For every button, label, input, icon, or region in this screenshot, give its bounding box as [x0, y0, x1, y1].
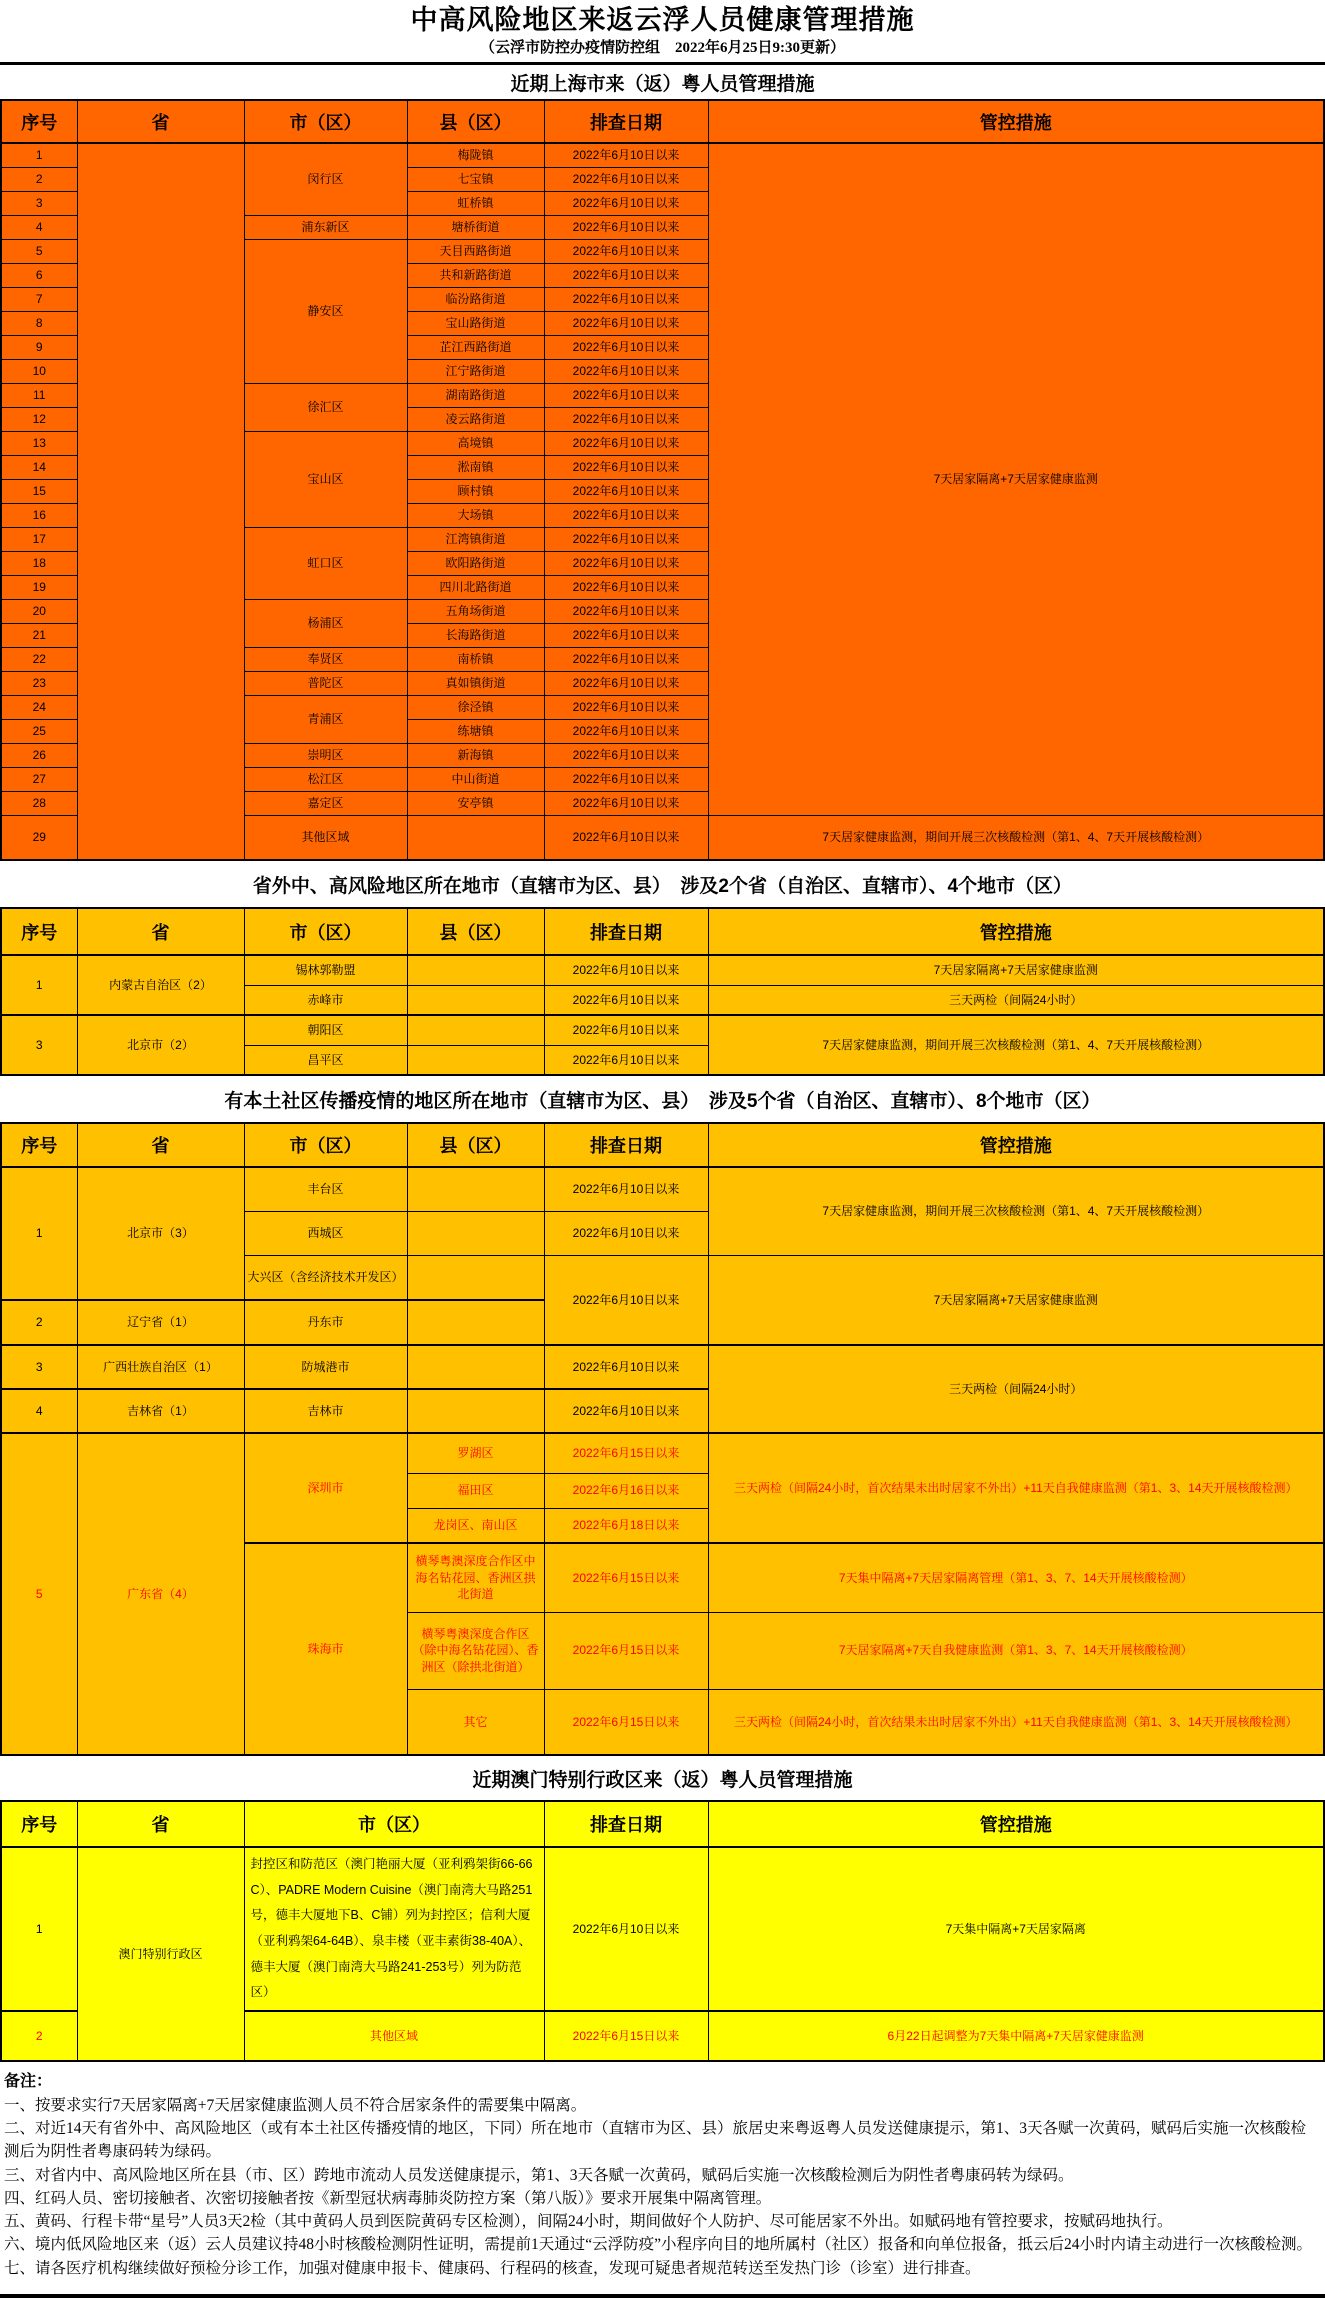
province-cell: 辽宁省（1） — [77, 1300, 244, 1345]
county-cell: 大场镇 — [407, 503, 544, 527]
measure-cell: 三天两检（间隔24小时，首次结果未出时居家不外出）+11天自我健康监测（第1、3、14天开展核酸检测） — [708, 1433, 1324, 1543]
county-cell: 共和新路街道 — [407, 263, 544, 287]
city-cell: 防城港市 — [244, 1345, 407, 1389]
page-subtitle: （云浮市防控办疫情防控组 2022年6月25日9:30更新） — [480, 40, 845, 56]
table-row — [1, 955, 1324, 985]
seq-cell: 3 — [1, 1345, 77, 1389]
col-header-province: 省 — [77, 1123, 244, 1167]
county-cell — [407, 815, 544, 860]
col-header-seq: 序号 — [1, 1123, 77, 1167]
measure-cell: 7天居家隔离+7天自我健康监测（第1、3、7、14天开展核酸检测） — [708, 1612, 1324, 1689]
note-item-3: 三、对省内中、高风险地区所在县（市、区）跨地市流动人员发送健康提示，第1、3天各赋一次黄码，赋码后实施一次核酸检测后为阴性者粤康码转为绿码。 — [4, 2166, 1074, 2184]
county-cell: 临汾路街道 — [407, 287, 544, 311]
col-header-seq: 序号 — [1, 100, 77, 143]
city-cell: 浦东新区 — [244, 215, 407, 239]
county-cell — [407, 1167, 544, 1211]
seq-cell: 16 — [1, 503, 77, 527]
date-cell: 2022年6月10日以来 — [544, 623, 708, 647]
col-header-city: 市（区） — [244, 1801, 544, 1847]
measure-cell: 7天居家隔离+7天居家健康监测 — [708, 143, 1324, 815]
seq-cell: 15 — [1, 479, 77, 503]
col-header-province: 省 — [77, 1801, 244, 1847]
date-cell: 2022年6月10日以来 — [544, 335, 708, 359]
county-cell — [407, 1345, 544, 1389]
note-item-2: 二、对近14天有省外中、高风险地区（或有本土社区传播疫情的地区，下同）所在地市（直辖市为区、县）旅居史来粤返粤人员发送健康提示，第1、3天各赋一次黄码，赋码后实施一次核酸检测后为阴性者粤康码转为绿码。 — [4, 2120, 1307, 2161]
date-cell: 2022年6月10日以来 — [544, 431, 708, 455]
county-cell — [407, 1211, 544, 1255]
col-header-date: 排查日期 — [544, 1123, 708, 1167]
county-cell: 横琴粤澳深度合作区中海名钻花园、香洲区拱北街道 — [407, 1543, 544, 1612]
city-cell: 其他区域 — [244, 2011, 544, 2061]
table-row — [1, 1167, 1324, 1211]
county-cell: 五角场街道 — [407, 599, 544, 623]
measure-cell: 三天两检（间隔24小时） — [708, 1345, 1324, 1433]
seq-cell: 12 — [1, 407, 77, 431]
seq-cell: 8 — [1, 311, 77, 335]
province-cell: 北京市（2） — [77, 1015, 244, 1075]
col-header-measure: 管控措施 — [708, 1801, 1324, 1847]
seq-cell: 26 — [1, 743, 77, 767]
county-cell: 欧阳路街道 — [407, 551, 544, 575]
seq-cell: 4 — [1, 215, 77, 239]
date-cell: 2022年6月10日以来 — [544, 1847, 708, 2011]
date-cell: 2022年6月10日以来 — [544, 1389, 708, 1433]
seq-cell: 2 — [1, 1300, 77, 1345]
date-cell: 2022年6月15日以来 — [544, 1433, 708, 1473]
city-cell: 赤峰市 — [244, 985, 407, 1015]
measure-cell: 7天居家健康监测，期间开展三次核酸检测（第1、4、7天开展核酸检测） — [708, 1167, 1324, 1255]
seq-cell: 25 — [1, 719, 77, 743]
seq-cell: 23 — [1, 671, 77, 695]
date-cell: 2022年6月10日以来 — [544, 407, 708, 431]
county-cell: 练塘镇 — [407, 719, 544, 743]
province-cell: 北京市（3） — [77, 1167, 244, 1300]
date-cell: 2022年6月10日以来 — [544, 955, 708, 985]
city-cell: 封控区和防范区（澳门艳丽大厦（亚利鸦架街66-66C）、PADRE Modern Cuisine（澳门南湾大马路251号，德丰大厦地下B、C铺）列为封控区；信利大厦（亚利鸦架64-64B）、泉丰楼（亚丰素街38-40A）、德丰大厦（澳门南湾大马路241-253号）列为防范区） — [244, 1847, 544, 2011]
date-cell: 2022年6月10日以来 — [544, 743, 708, 767]
county-cell: 长海路街道 — [407, 623, 544, 647]
city-cell: 深圳市 — [244, 1433, 407, 1543]
seq-cell: 3 — [1, 1015, 77, 1075]
section4-title: 近期澳门特别行政区来（返）粤人员管理措施 — [0, 1756, 1325, 1800]
date-cell: 2022年6月10日以来 — [544, 767, 708, 791]
city-cell: 珠海市 — [244, 1543, 407, 1755]
col-header-measure: 管控措施 — [708, 1123, 1324, 1167]
county-cell: 芷江西路街道 — [407, 335, 544, 359]
province-cell: 广东省（4） — [77, 1433, 244, 1755]
city-cell: 西城区 — [244, 1211, 407, 1255]
seq-cell: 4 — [1, 1389, 77, 1433]
county-cell: 淞南镇 — [407, 455, 544, 479]
city-cell: 锡林郭勒盟 — [244, 955, 407, 985]
seq-cell: 24 — [1, 695, 77, 719]
county-cell: 中山街道 — [407, 767, 544, 791]
date-cell: 2022年6月10日以来 — [544, 383, 708, 407]
note-item-4: 四、红码人员、密切接触者、次密切接触者按《新型冠状病毒肺炎防控方案（第八版）》要求开展集中隔离管理。 — [4, 2189, 772, 2207]
measure-cell: 7天居家健康监测，期间开展三次核酸检测（第1、4、7天开展核酸检测） — [708, 815, 1324, 860]
county-cell: 横琴粤澳深度合作区（除中海名钻花园）、香洲区（除拱北街道） — [407, 1612, 544, 1689]
col-header-seq: 序号 — [1, 1801, 77, 1847]
county-cell: 其它 — [407, 1689, 544, 1755]
section1-title: 近期上海市来（返）粤人员管理措施 — [0, 65, 1325, 99]
city-cell: 其他区域 — [244, 815, 407, 860]
seq-cell: 21 — [1, 623, 77, 647]
county-cell: 天目西路街道 — [407, 239, 544, 263]
measure-cell: 7天居家健康监测，期间开展三次核酸检测（第1、4、7天开展核酸检测） — [708, 1015, 1324, 1075]
col-header-city: 市（区） — [244, 908, 407, 955]
date-cell: 2022年6月10日以来 — [544, 1345, 708, 1389]
seq-cell: 28 — [1, 791, 77, 815]
table-row — [1, 1847, 1324, 2011]
seq-cell: 14 — [1, 455, 77, 479]
province-cell: 内蒙古自治区（2） — [77, 955, 244, 1015]
date-cell: 2022年6月15日以来 — [544, 1689, 708, 1755]
date-cell: 2022年6月10日以来 — [544, 791, 708, 815]
date-cell: 2022年6月10日以来 — [544, 1167, 708, 1211]
date-cell: 2022年6月10日以来 — [544, 1015, 708, 1045]
date-cell: 2022年6月16日以来 — [544, 1473, 708, 1508]
date-cell: 2022年6月10日以来 — [544, 671, 708, 695]
notes-block — [0, 2062, 1325, 2294]
city-cell: 崇明区 — [244, 743, 407, 767]
seq-cell: 5 — [1, 239, 77, 263]
date-cell: 2022年6月10日以来 — [544, 695, 708, 719]
city-cell: 静安区 — [244, 239, 407, 383]
province-cell: 澳门特别行政区 — [77, 1847, 244, 2061]
table-row — [1, 1433, 1324, 1473]
county-cell: 宝山路街道 — [407, 311, 544, 335]
seq-cell: 7 — [1, 287, 77, 311]
date-cell: 2022年6月10日以来 — [544, 167, 708, 191]
city-cell: 松江区 — [244, 767, 407, 791]
date-cell: 2022年6月10日以来 — [544, 287, 708, 311]
date-cell: 2022年6月10日以来 — [544, 551, 708, 575]
col-header-measure: 管控措施 — [708, 100, 1324, 143]
date-cell: 2022年6月10日以来 — [544, 647, 708, 671]
county-cell: 南桥镇 — [407, 647, 544, 671]
county-cell — [407, 1389, 544, 1433]
city-cell: 青浦区 — [244, 695, 407, 743]
county-cell: 新海镇 — [407, 743, 544, 767]
county-cell: 安亭镇 — [407, 791, 544, 815]
measure-cell: 7天居家隔离+7天居家健康监测 — [708, 955, 1324, 985]
seq-cell: 19 — [1, 575, 77, 599]
date-cell: 2022年6月15日以来 — [544, 1612, 708, 1689]
date-cell: 2022年6月18日以来 — [544, 1508, 708, 1543]
city-cell: 大兴区（含经济技术开发区） — [244, 1255, 407, 1300]
county-cell: 江宁路街道 — [407, 359, 544, 383]
col-header-city: 市（区） — [244, 1123, 407, 1167]
city-cell: 朝阳区 — [244, 1015, 407, 1045]
seq-cell: 9 — [1, 335, 77, 359]
city-cell: 奉贤区 — [244, 647, 407, 671]
city-cell: 闵行区 — [244, 143, 407, 215]
col-header-measure: 管控措施 — [708, 908, 1324, 955]
county-cell — [407, 1015, 544, 1045]
city-cell: 吉林市 — [244, 1389, 407, 1433]
seq-cell: 20 — [1, 599, 77, 623]
city-cell: 虹口区 — [244, 527, 407, 599]
city-cell: 丰台区 — [244, 1167, 407, 1211]
date-cell: 2022年6月10日以来 — [544, 455, 708, 479]
section2-table — [0, 907, 1325, 1076]
date-cell: 2022年6月10日以来 — [544, 1045, 708, 1075]
county-cell: 江湾镇街道 — [407, 527, 544, 551]
measure-cell: 7天集中隔离+7天居家隔离管理（第1、3、7、14天开展核酸检测） — [708, 1543, 1324, 1612]
county-cell: 凌云路街道 — [407, 407, 544, 431]
section3-title: 有本土社区传播疫情的地区所在地市（直辖市为区、县） 涉及5个省（自治区、直辖市）、8个地市（区） — [0, 1076, 1325, 1122]
seq-cell: 6 — [1, 263, 77, 287]
col-header-county: 县（区） — [407, 100, 544, 143]
county-cell: 真如镇街道 — [407, 671, 544, 695]
county-cell: 顾村镇 — [407, 479, 544, 503]
county-cell — [407, 985, 544, 1015]
measure-cell: 三天两检（间隔24小时，首次结果未出时居家不外出）+11天自我健康监测（第1、3、14天开展核酸检测） — [708, 1689, 1324, 1755]
note-item-5: 五、黄码、行程卡带“星号”人员3天2检（其中黄码人员到医院黄码专区检测），间隔24小时，期间做好个人防护、尽可能居家不外出。如赋码地有管控要求，按赋码地执行。 — [4, 2213, 1173, 2230]
date-cell: 2022年6月10日以来 — [544, 575, 708, 599]
measure-cell: 7天集中隔离+7天居家隔离 — [708, 1847, 1324, 2011]
seq-cell: 17 — [1, 527, 77, 551]
county-cell: 虹桥镇 — [407, 191, 544, 215]
seq-cell: 1 — [1, 1167, 77, 1300]
measure-cell: 三天两检（间隔24小时） — [708, 985, 1324, 1015]
note-item-1: 一、按要求实行7天居家隔离+7天居家健康监测人员不符合居家条件的需要集中隔离。 — [4, 2096, 587, 2114]
seq-cell: 10 — [1, 359, 77, 383]
date-cell: 2022年6月15日以来 — [544, 1543, 708, 1612]
date-cell: 2022年6月10日以来 — [544, 719, 708, 743]
section1-table — [0, 99, 1325, 861]
page-header — [0, 0, 1325, 65]
date-cell: 2022年6月10日以来 — [544, 815, 708, 860]
city-cell: 丹东市 — [244, 1300, 407, 1345]
province-cell: 吉林省（1） — [77, 1389, 244, 1433]
county-cell: 四川北路街道 — [407, 575, 544, 599]
county-cell: 塘桥街道 — [407, 215, 544, 239]
seq-cell: 5 — [1, 1433, 77, 1755]
col-header-province: 省 — [77, 908, 244, 955]
county-cell: 福田区 — [407, 1473, 544, 1508]
table-row — [1, 1015, 1324, 1045]
date-cell: 2022年6月10日以来 — [544, 503, 708, 527]
county-cell — [407, 1255, 544, 1300]
seq-cell: 2 — [1, 167, 77, 191]
section3-table — [0, 1122, 1325, 1756]
col-header-province: 省 — [77, 100, 244, 143]
city-cell: 杨浦区 — [244, 599, 407, 647]
table-row — [1, 143, 1324, 167]
county-cell: 湖南路街道 — [407, 383, 544, 407]
county-cell: 梅陇镇 — [407, 143, 544, 167]
table-row — [1, 1345, 1324, 1389]
city-cell: 宝山区 — [244, 431, 407, 527]
col-header-city: 市（区） — [244, 100, 407, 143]
city-cell: 嘉定区 — [244, 791, 407, 815]
county-cell: 七宝镇 — [407, 167, 544, 191]
seq-cell: 1 — [1, 1847, 77, 2011]
measure-cell: 7天居家隔离+7天居家健康监测 — [708, 1255, 1324, 1345]
date-cell: 2022年6月10日以来 — [544, 263, 708, 287]
date-cell: 2022年6月10日以来 — [544, 985, 708, 1015]
section2-title: 省外中、高风险地区所在地市（直辖市为区、县） 涉及2个省（自治区、直辖市）、4个地市（区） — [0, 861, 1325, 907]
date-cell: 2022年6月15日以来 — [544, 2011, 708, 2061]
county-cell: 徐泾镇 — [407, 695, 544, 719]
seq-cell: 11 — [1, 383, 77, 407]
col-header-date: 排查日期 — [544, 1801, 708, 1847]
county-cell — [407, 955, 544, 985]
province-cell — [77, 143, 244, 860]
date-cell: 2022年6月10日以来 — [544, 239, 708, 263]
county-cell: 高境镇 — [407, 431, 544, 455]
col-header-county: 县（区） — [407, 908, 544, 955]
seq-cell: 13 — [1, 431, 77, 455]
section4-table — [0, 1800, 1325, 2062]
county-cell: 罗湖区 — [407, 1433, 544, 1473]
date-cell: 2022年6月10日以来 — [544, 191, 708, 215]
seq-cell: 18 — [1, 551, 77, 575]
seq-cell: 29 — [1, 815, 77, 860]
date-cell: 2022年6月10日以来 — [544, 311, 708, 335]
city-cell: 昌平区 — [244, 1045, 407, 1075]
date-cell: 2022年6月10日以来 — [544, 527, 708, 551]
notes-label: 备注： — [4, 2072, 53, 2090]
measure-cell: 6月22日起调整为7天集中隔离+7天居家健康监测 — [708, 2011, 1324, 2061]
city-cell: 徐汇区 — [244, 383, 407, 431]
city-cell: 普陀区 — [244, 671, 407, 695]
date-cell: 2022年6月10日以来 — [544, 359, 708, 383]
province-cell: 广西壮族自治区（1） — [77, 1345, 244, 1389]
col-header-county: 县（区） — [407, 1123, 544, 1167]
note-item-7: 七、请各医疗机构继续做好预检分诊工作，加强对健康申报卡、健康码、行程码的核查，发现可疑患者规范转送至发热门诊（诊室）进行排查。 — [4, 2259, 981, 2277]
date-cell: 2022年6月10日以来 — [544, 1255, 708, 1345]
date-cell: 2022年6月10日以来 — [544, 215, 708, 239]
seq-cell: 27 — [1, 767, 77, 791]
seq-cell: 2 — [1, 2011, 77, 2061]
page-title: 中高风险地区来返云浮人员健康管理措施 — [410, 5, 915, 35]
county-cell — [407, 1045, 544, 1075]
seq-cell: 22 — [1, 647, 77, 671]
date-cell: 2022年6月10日以来 — [544, 143, 708, 167]
note-item-6: 六、境内低风险地区来（返）云人员建议持48小时核酸检测阴性证明，需提前1天通过“云浮防疫”小程序向目的地所属村（社区）报备和向单位报备，抵云后24小时内请主动进行一次核酸检测。 — [4, 2236, 1313, 2254]
col-header-date: 排查日期 — [544, 100, 708, 143]
county-cell: 龙岗区、南山区 — [407, 1508, 544, 1543]
seq-cell: 3 — [1, 191, 77, 215]
county-cell — [407, 1300, 544, 1345]
col-header-date: 排查日期 — [544, 908, 708, 955]
seq-cell: 1 — [1, 955, 77, 1015]
date-cell: 2022年6月10日以来 — [544, 1211, 708, 1255]
date-cell: 2022年6月10日以来 — [544, 479, 708, 503]
seq-cell: 1 — [1, 143, 77, 167]
col-header-seq: 序号 — [1, 908, 77, 955]
date-cell: 2022年6月10日以来 — [544, 599, 708, 623]
